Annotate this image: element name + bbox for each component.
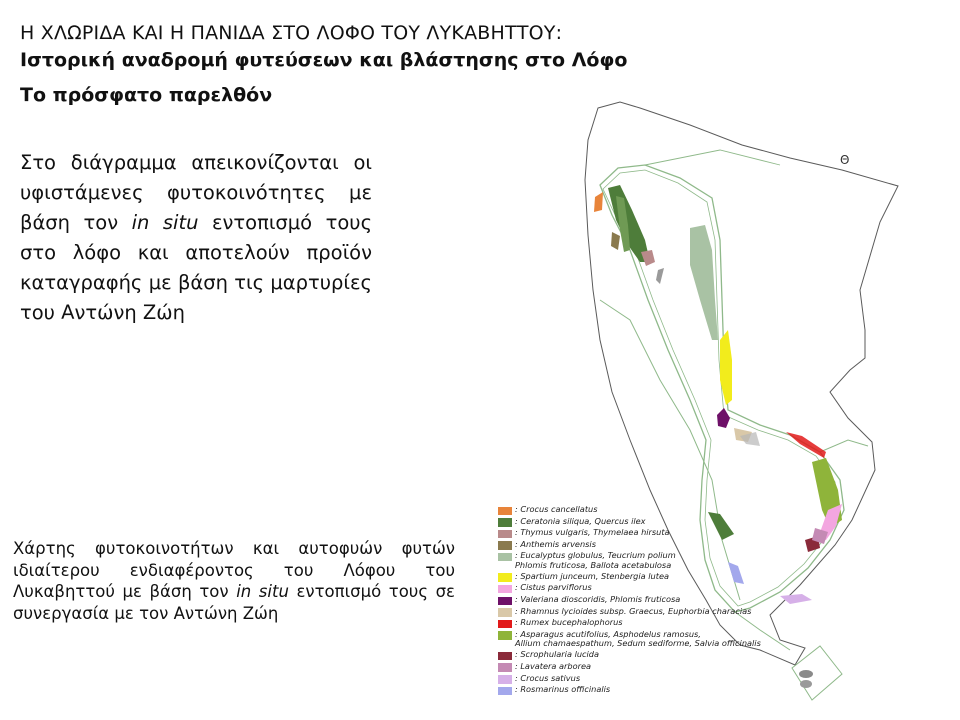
rock-south xyxy=(799,670,813,678)
legend-label-line: : Crocus sativus xyxy=(515,672,581,683)
legend-item xyxy=(498,685,798,697)
legend-item xyxy=(498,551,798,572)
patch-valeriana xyxy=(717,408,730,428)
legend xyxy=(498,505,798,697)
legend-label-line: : Anthemis arvensis xyxy=(515,538,596,549)
legend-swatch xyxy=(498,663,512,672)
legend-label-line: : Crocus cancellatus xyxy=(515,504,598,514)
intro-text-2: εντοπισμό τους στο λόφο και αποτελούν προϊόν καταγραφής με βάση τις μαρτυρίες του Αντώνη Ζώη xyxy=(20,211,373,324)
legend-swatch xyxy=(498,553,512,562)
legend-label xyxy=(515,674,580,684)
legend-label-line: Phlomis fruticosa, Ballota acetabulosa xyxy=(515,559,672,570)
legend-swatch xyxy=(498,631,512,640)
legend-label xyxy=(515,583,592,593)
rock-feature xyxy=(656,268,664,284)
legend-label xyxy=(515,572,669,582)
legend-swatch xyxy=(498,530,512,539)
legend-swatch xyxy=(498,620,512,629)
legend-label xyxy=(515,505,598,515)
legend-label-line: : Asparagus acutifolius, Asphodelus ramosus, xyxy=(515,628,701,639)
legend-label-line: : Spartium junceum, Stenbergia lutea xyxy=(515,570,670,581)
legend-swatch xyxy=(498,652,512,661)
legend-label xyxy=(515,540,596,550)
legend-label xyxy=(515,662,591,672)
legend-item xyxy=(498,630,798,651)
legend-item xyxy=(498,595,798,607)
legend-label-line: Allium chamaespathum, Sedum sediforme, Salvia officinalis xyxy=(515,638,761,649)
legend-label xyxy=(515,517,646,527)
legend-label xyxy=(515,685,610,695)
legend-label-line: : Eucalyptus globulus, Teucrium polium xyxy=(515,550,676,561)
caption-text-1: Χάρτης φυτοκοινοτήτων και αυτοφυών φυτών ιδιαίτερου ενδιαφέροντος του Λόφου του Λυκαβηττού με βάση τον xyxy=(13,539,455,601)
legend-label xyxy=(515,595,680,605)
legend-label xyxy=(515,650,599,660)
legend-swatch xyxy=(498,597,512,606)
legend-label-line: : Rhamnus lycioides subsp. Graecus, Euphorbia characias xyxy=(515,605,752,616)
map-caption xyxy=(13,538,455,624)
legend-label-line: : Scrophularia lucida xyxy=(515,649,600,660)
patch-ceratonia-quercus xyxy=(608,185,650,262)
footpath-north xyxy=(645,150,780,165)
section-title: Το πρόσφατο παρελθόν xyxy=(20,84,273,106)
legend-label-line: : Rosmarinus officinalis xyxy=(515,684,611,695)
legend-item xyxy=(498,662,798,674)
page-title: Η ΧΛΩΡΙΔΑ ΚΑΙ Η ΠΑΝΙΔΑ ΣΤΟ ΛΟΦΟ ΤΟΥ ΛΥΚΑΒΗΤΤΟΥ: xyxy=(20,22,563,44)
intro-text-1: Στο διάγραμμα απεικονίζονται οι υφιστάμενες φυτοκοινότητες με βάση τον xyxy=(20,151,372,234)
caption-text-2: εντοπισμό τους σε συνεργασία με τον Αντώνη Ζώη xyxy=(13,582,455,623)
legend-swatch xyxy=(498,541,512,550)
legend-item xyxy=(498,505,798,517)
legend-swatch xyxy=(498,518,512,527)
patch-crocus-cancellatus xyxy=(594,192,603,212)
legend-label xyxy=(515,551,676,570)
legend-label xyxy=(515,528,670,538)
legend-label-line: : Ceratonia siliqua, Quercus ilex xyxy=(515,515,646,526)
intro-paragraph xyxy=(20,148,372,328)
legend-label-line: : Rumex bucephalophorus xyxy=(515,617,623,628)
patch-rumex xyxy=(786,432,826,458)
legend-swatch xyxy=(498,608,512,617)
page-subtitle: Ιστορική αναδρομή φυτεύσεων και βλάστησης στο Λόφο xyxy=(20,49,628,71)
legend-label xyxy=(515,618,623,628)
legend-label-line: : Lavatera arborea xyxy=(515,660,592,671)
intro-italic: in situ xyxy=(131,211,199,234)
north-symbol-icon: Θ xyxy=(840,153,850,167)
patch-anthemis xyxy=(611,232,620,250)
footpath-east xyxy=(820,440,868,452)
legend-swatch xyxy=(498,675,512,684)
legend-label xyxy=(515,607,751,617)
rock-south-2 xyxy=(800,680,812,688)
legend-label-line: : Valeriana dioscoridis, Phlomis fruticosa xyxy=(515,594,681,605)
legend-swatch xyxy=(498,573,512,582)
legend-label-line: : Thymus vulgaris, Thymelaea hirsuta xyxy=(515,527,670,538)
legend-label-line: : Cistus parviflorus xyxy=(515,582,592,593)
legend-label xyxy=(515,630,761,649)
legend-swatch xyxy=(498,585,512,594)
caption-italic: in situ xyxy=(236,582,289,601)
patch-eucalyptus xyxy=(690,225,718,340)
legend-swatch xyxy=(498,687,512,696)
legend-swatch xyxy=(498,507,512,516)
